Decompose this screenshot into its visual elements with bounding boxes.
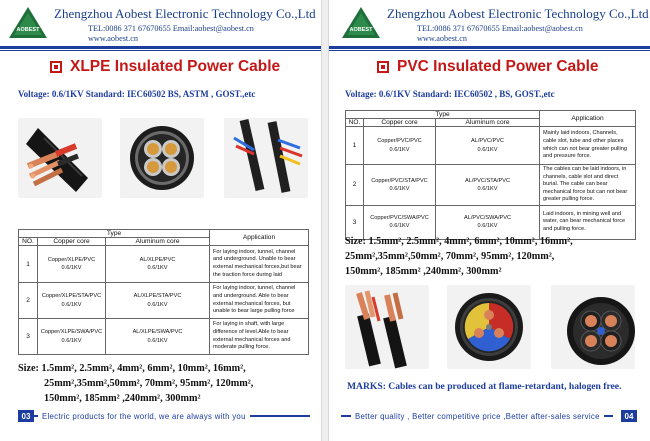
pvc-cable-photo-1: [345, 285, 429, 369]
svg-text:AOBEST: AOBEST: [349, 27, 373, 33]
size-list: [18, 361, 253, 406]
row-no: 1: [19, 246, 38, 283]
row-copper: Copper/XLPE/STA/PVC 0.6/1KV: [38, 283, 106, 319]
page-title: [50, 58, 280, 76]
company-contact: TEL:0086 371 67670655 Email:aobest@aobest.cn: [88, 24, 254, 33]
header-divider-thin: [329, 50, 650, 51]
company-name: Zhengzhou Aobest Electronic Technology Co.,Ltd: [387, 6, 649, 21]
row-application: For laying in shaft, with large difference of level.Able to bear external mechanical forces and moderate pulling force.: [210, 319, 309, 355]
header-divider-thin: [0, 50, 321, 51]
table-row: [346, 127, 636, 165]
row-application: For laying indoor, tunnel, channel and underground. Unable to bear external mechanical forces,but bear the traction force during laid: [210, 246, 309, 283]
company-name: Zhengzhou Aobest Electronic Technology Co.,Ltd: [54, 6, 316, 21]
size-line: 25mm²,35mm²,50mm², 70mm², 95mm², 120mm²,: [345, 251, 555, 262]
row-application: Mainly laid indoors, Channels, cable slot, tube and other places which can not bear greater pulling and pressure force.: [540, 127, 636, 165]
row-application: For laying indoor, tunnel, channel and underground. Able to bear external mechanical forces, but unable to bear large pulling force: [210, 283, 309, 319]
page-title-text: XLPE Insulated Power Cable: [70, 58, 281, 75]
col-copper: Copper core: [38, 238, 106, 246]
col-aluminum: Aluminum core: [106, 238, 210, 246]
title-square-icon: [50, 61, 62, 73]
header-divider: [0, 46, 321, 49]
page-title-text: PVC Insulated Power Cable: [397, 58, 599, 75]
size-line: Size: 1.5mm², 2.5mm², 4mm², 6mm², 10mm², 16mm²,: [345, 236, 573, 247]
size-line: 25mm²,35mm²,50mm², 70mm², 95mm², 120mm²,: [44, 378, 254, 389]
left-header: [0, 0, 321, 46]
table-row: [346, 165, 636, 206]
row-no: 2: [346, 165, 364, 206]
left-footer: [18, 410, 250, 422]
row-no: 1: [346, 127, 364, 165]
col-type: Type: [346, 111, 540, 119]
table-row: [19, 283, 309, 319]
row-aluminum: AL/PVC/PVC 0.6/1KV: [436, 127, 540, 165]
company-logo-icon: [341, 6, 381, 40]
pvc-type-table: [345, 110, 636, 240]
footer-slogan: Electric products for the world, we are always with you: [38, 412, 250, 421]
size-list: [345, 234, 573, 279]
row-copper: Copper/PVC/PVC 0.6/1KV: [364, 127, 436, 165]
row-application: Laid indoors, in mining well and water, can bear mechanical force and pulling force.: [540, 205, 636, 239]
company-contact: TEL:0086 371 67670655 Email:aobest@aobest.cn: [417, 24, 583, 33]
size-line: 150mm², 185mm² ,240mm², 300mm²: [345, 266, 502, 277]
company-website[interactable]: www.aobest.cn: [88, 34, 138, 43]
right-header: [329, 0, 650, 46]
row-copper: Copper/PVC/SWA/PVC 0.6/1KV: [364, 205, 436, 239]
marks-note: MARKS: Cables can be produced at flame-retardant, halogen free.: [347, 381, 622, 392]
row-aluminum: AL/XLPE/PVC 0.6/1KV: [106, 246, 210, 283]
col-application: Application: [540, 111, 636, 127]
row-aluminum: AL/PVC/SWA/PVC 0.6/1KV: [436, 205, 540, 239]
col-type: Type: [19, 230, 210, 238]
company-website[interactable]: www.aobest.cn: [417, 34, 467, 43]
row-copper: Copper/XLPE/SWA/PVC 0.6/1KV: [38, 319, 106, 355]
table-row: [19, 246, 309, 283]
right-footer: [341, 410, 637, 422]
header-divider: [329, 46, 650, 49]
row-aluminum: AL/PVC/STA/PVC 0.6/1KV: [436, 165, 540, 206]
col-application: Application: [210, 230, 309, 246]
row-aluminum: AL/XLPE/STA/PVC 0.6/1KV: [106, 283, 210, 319]
footer-slogan: Better quality , Better competitive price ,Better after-sales service: [351, 412, 604, 421]
row-application: The cables can be laid indoors, in channels, cable slot and direct burial. The cable can bear mechanical force but can not bear greater pulling force.: [540, 165, 636, 206]
row-no: 2: [19, 283, 38, 319]
col-no: NO.: [19, 238, 38, 246]
page-number: 04: [621, 410, 637, 422]
voltage-standard: Voltage: 0.6/1KV Standard: IEC60502 BS, ASTM , GOST.,etc: [18, 89, 256, 99]
col-no: NO.: [346, 119, 364, 127]
page-title: [377, 58, 599, 76]
pvc-cable-photo-3: [551, 285, 635, 369]
xlpe-cable-photo-3: [224, 118, 308, 198]
pvc-cable-photo-2: [447, 285, 531, 369]
row-aluminum: AL/XLPE/SWA/PVC 0.6/1KV: [106, 319, 210, 355]
title-square-icon: [377, 61, 389, 73]
left-page: [0, 0, 322, 441]
svg-text:AOBEST: AOBEST: [16, 27, 40, 33]
col-copper: Copper core: [364, 119, 436, 127]
row-copper: Copper/XLPE/PVC 0.6/1KV: [38, 246, 106, 283]
table-row: [19, 319, 309, 355]
page-number: 03: [18, 410, 34, 422]
xlpe-cable-photo-1: [18, 118, 102, 198]
voltage-standard: Voltage: 0.6/1KV Standard: IEC60502 , BS, GOST.,etc: [345, 89, 555, 99]
size-line: 150mm², 185mm² ,240mm², 300mm²: [44, 393, 201, 404]
col-aluminum: Aluminum core: [436, 119, 540, 127]
row-copper: Copper/PVC/STA/PVC 0.6/1KV: [364, 165, 436, 206]
xlpe-cable-photo-2: [120, 118, 204, 198]
row-no: 3: [19, 319, 38, 355]
company-logo-icon: [8, 6, 48, 40]
size-line: Size: 1.5mm², 2.5mm², 4mm², 6mm², 10mm², 16mm²,: [18, 363, 246, 374]
row-no: 3: [346, 205, 364, 239]
right-page: [328, 0, 650, 441]
xlpe-type-table: [18, 229, 309, 355]
